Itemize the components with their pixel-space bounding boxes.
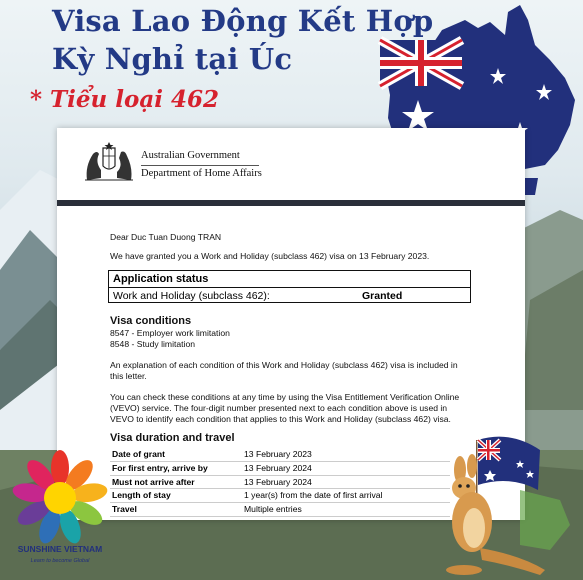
table-row [110, 503, 450, 517]
gov-name: Australian Government [141, 150, 240, 161]
row-label: Travel [112, 504, 137, 515]
table-row [110, 462, 450, 476]
banner-title-line1: Visa Lao Động Kết Hợp [52, 4, 434, 38]
vevo-line: VEVO to identify each condition that applies to this Work and Holiday (subclass 462) visa. [110, 414, 451, 424]
duration-title: Visa duration and travel [110, 432, 235, 444]
explanation-line: this letter. [110, 371, 147, 381]
sunshine-vietnam-logo [8, 446, 112, 576]
row-value: 13 February 2023 [244, 449, 312, 459]
status-type: Work and Holiday (subclass 462): [113, 290, 270, 302]
kangaroo-with-flag-icon [420, 430, 583, 580]
duration-table [110, 448, 450, 517]
table-row [110, 476, 450, 490]
greeting: Dear Duc Tuan Duong TRAN [110, 232, 222, 242]
granted-line: We have granted you a Work and Holiday (subclass 462) visa on 13 February 2023. [110, 251, 430, 261]
department-name: Department of Home Affairs [141, 168, 262, 179]
explanation-line: An explanation of each condition of this Work and Holiday (subclass 462) visa is included in [110, 360, 458, 370]
row-label: For first entry, arrive by [112, 462, 208, 473]
vevo-line: (VEVO) service. The four-digit number presented next to each condition above is used in [110, 403, 448, 413]
row-value: Multiple entries [244, 504, 302, 515]
application-status-box [108, 270, 471, 303]
svg-text:SUNSHINE VIETNAM: SUNSHINE VIETNAM [17, 544, 103, 554]
status-value: Granted [362, 290, 403, 302]
letterhead-divider [141, 165, 259, 166]
svg-text:Learn to become Global: Learn to become Global [30, 558, 90, 564]
row-value: 13 February 2024 [244, 462, 312, 473]
conditions-title: Visa conditions [110, 315, 192, 327]
banner-subtitle: * Tiểu loại 462 [30, 86, 219, 113]
status-divider [109, 287, 470, 288]
row-label: Date of grant [112, 449, 165, 459]
row-value: 13 February 2024 [244, 476, 312, 487]
row-label: Length of stay [112, 490, 171, 501]
condition-item: 8548 - Study limitation [110, 339, 196, 349]
table-row [110, 489, 450, 503]
header-bar [57, 200, 525, 206]
letterhead [81, 138, 281, 188]
row-label: Must not arrive after [112, 476, 195, 487]
condition-item: 8547 - Employer work limitation [110, 328, 230, 338]
coat-of-arms-icon [81, 140, 137, 184]
row-value: 1 year(s) from the date of first arrival [244, 490, 383, 501]
status-title: Application status [113, 273, 209, 285]
vevo-line: You can check these conditions at any time by using the Visa Entitlement Verification Online [110, 392, 460, 402]
banner-title-line2: Kỳ Nghỉ tại Úc [52, 42, 293, 76]
table-row [110, 448, 450, 462]
